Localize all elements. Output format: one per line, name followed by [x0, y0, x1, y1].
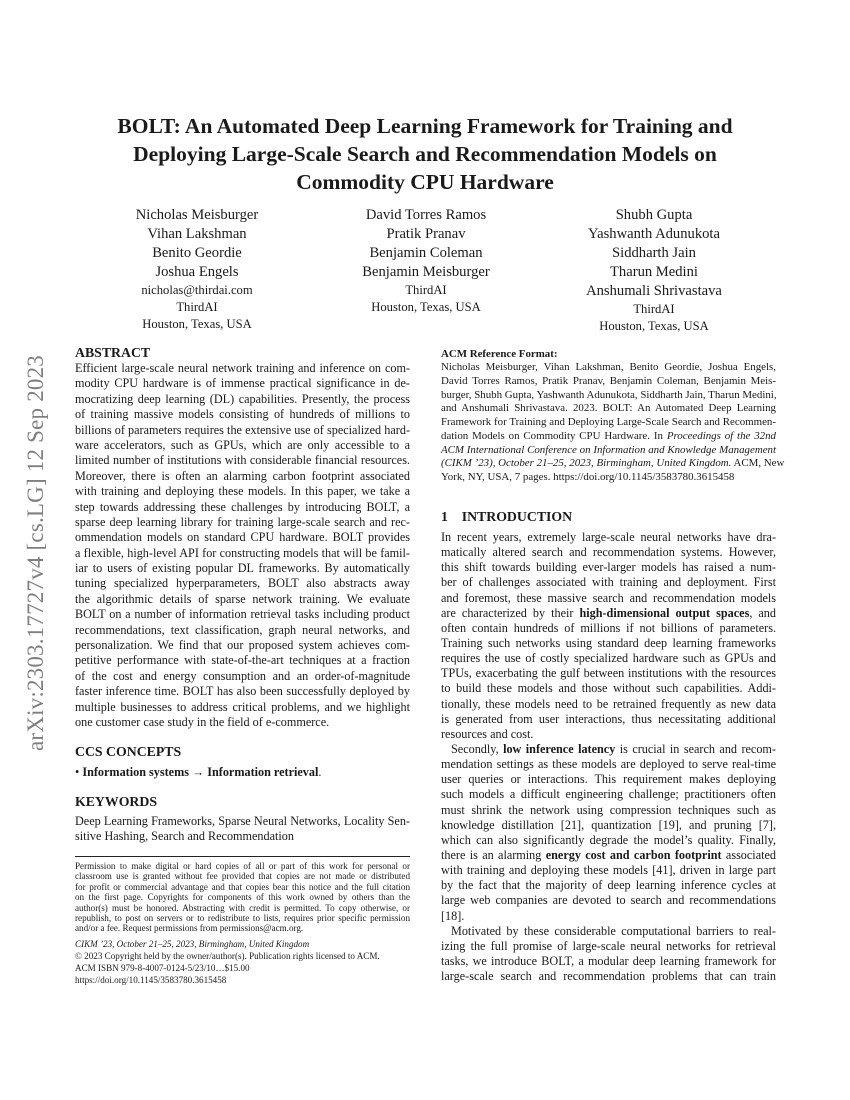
text-line: classroom use is granted without fee provided that copies are not made or distributed: [75, 871, 410, 882]
text-line: multiple businesses to address critical problems, and we highlight: [75, 699, 410, 714]
text-line: of training massive models consisting of hundreds of millions to: [75, 407, 410, 422]
text-line: and foremost, these massive search and recommendation models: [441, 590, 776, 605]
paper-title: [40, 112, 810, 196]
text-span: are characterized by their: [441, 605, 580, 620]
text-line: https://doi.org/10.1145/3583780.3615458: [75, 975, 227, 985]
text-line: Permission to make digital or hard copies of all or part of this work for personal or: [75, 861, 410, 871]
text-line: ommendation models on standard CPU hardware. BOLT provides: [75, 530, 410, 545]
text-line: Moreover, there is often an alarming carbon footprint associated: [75, 468, 410, 483]
text-line: sitive Hashing, Search and Recommendation: [75, 829, 294, 844]
abstract-text: [75, 361, 410, 730]
introduction-heading: 1 INTRODUCTION: [441, 509, 573, 524]
text-span: .: [318, 765, 322, 779]
text-line: large-scale search and recommendation problems that can train: [441, 969, 776, 984]
text-line: [441, 430, 776, 444]
introduction-paragraph: [441, 530, 776, 742]
text-line: mocratizing deep learning (DL) capabilities. Presently, the process: [75, 391, 410, 406]
text-line: Training such networks using standard deep learning frameworks: [441, 635, 776, 650]
text-line: ware accelerators, such as GPUs, which are only accessible to a: [75, 437, 410, 452]
ccs-section: [75, 744, 410, 780]
abstract-section: [75, 345, 410, 730]
author-affiliation: Houston, Texas, USA: [599, 319, 709, 333]
text-line: knowledge distillation [21], quantization [19], and pruning [7],: [441, 817, 776, 832]
venue-text: [75, 938, 410, 986]
text-line: [18].: [441, 908, 465, 923]
text-line: large web companies are devoted to search and recommendations: [441, 893, 776, 908]
text-line: ACM ISBN 979-8-4007-0124-5/23/10…$15.00: [75, 963, 250, 973]
author-name: Vihan Lakshman: [147, 226, 247, 242]
text-line: David Torres Ramos, Pratik Pranav, Benjamin Coleman, Benjamin Meis-: [441, 374, 776, 387]
text-span: •: [75, 765, 83, 779]
text-line: tionally, these models need to be retrained frequently as new data: [441, 696, 776, 711]
text-line: on the first page. Copyrights for components of this work owned by others than the: [75, 892, 410, 903]
ccs-heading: CCS CONCEPTS: [75, 744, 182, 759]
introduction-body: [441, 530, 776, 984]
author-name: Pratik Pranav: [386, 226, 466, 242]
text-line: billions of parameters requires the extensive use of specialized hard-: [75, 422, 410, 437]
keywords-text: [75, 814, 410, 845]
text-line: tuning specialized hyperparameters, BOLT also abstracts away: [75, 576, 410, 591]
italic-text: ACM International Conference on Information and Knowledge Management: [441, 443, 776, 456]
text-line: Nicholas Meisburger, Vihan Lakshman, Benito Geordie, Joshua Engels,: [441, 361, 776, 373]
text-line: BOLT on a number of information retrieval tasks including product: [75, 607, 410, 622]
italic-text: CIKM ’23, October 21–25, 2023, Birmingham, United Kingdom: [75, 939, 310, 949]
text-line: by the fact that the majority of deep learning inference cycles at: [441, 878, 776, 893]
title-line: Commodity CPU Hardware: [296, 170, 554, 194]
text-span: associated: [721, 847, 776, 862]
text-line: [441, 848, 776, 863]
text-line: must shrink the network using compression techniques such as: [441, 802, 776, 817]
text-line: and/or a fee. Request permissions from permissions@acm.org.: [75, 923, 304, 934]
text-line: of the cost and energy consumption and an order-of-magnitude: [75, 668, 410, 683]
text-line: step towards addressing these challenges by introducing BOLT, a: [75, 499, 410, 514]
author-block-2: [311, 206, 541, 316]
author-block-3: [539, 206, 769, 335]
title-line: Deploying Large-Scale Search and Recommendation Models on: [133, 142, 717, 166]
text-line: TPUs, exacerbating the gulf between institutions with the resources: [441, 666, 776, 681]
text-line: often contain hundreds of millions if not billions of parameters.: [441, 620, 776, 635]
reference-format-section: [441, 347, 785, 485]
text-line: resources and cost.: [441, 726, 534, 741]
title-line: BOLT: An Automated Deep Learning Framework for Training and: [117, 114, 733, 138]
text-line: [441, 444, 776, 458]
reference-format-heading: ACM Reference Format:: [441, 348, 558, 360]
text-line: the algorithmic details of sparse network training. We evaluate: [75, 591, 410, 606]
text-line: user queries or interactions. This requirement makes deploying: [441, 772, 776, 787]
text-line: limited number of institutions with considerable financial resources.: [75, 453, 410, 468]
reference-format-text: [441, 361, 785, 485]
author-name: Yashwanth Adunukota: [588, 226, 720, 242]
author-name: Joshua Engels: [155, 264, 239, 280]
text-line: Deep Learning Frameworks, Sparse Neural Networks, Locality Sen-: [75, 814, 410, 828]
text-line: such models a difficult engineering challenge; practitioners often: [441, 787, 776, 802]
text-line: mendation settings as these models are deployed to serve real-time: [441, 757, 776, 772]
text-line: York, NY, USA, 7 pages. https://doi.org/10.1145/3583780.3615458: [441, 471, 735, 483]
text-line: © 2023 Copyright held by the owner/author(s). Publication rights licensed to ACM.: [75, 951, 380, 961]
bold-text: Information systems → Information retrieval: [82, 765, 319, 779]
author-name: David Torres Ramos: [365, 207, 487, 223]
author-name: Benjamin Meisburger: [362, 264, 490, 280]
text-line: Motivated by these considerable computational barriers to real-: [451, 923, 776, 938]
venue-footnote: [75, 938, 410, 986]
text-line: with training and deploying these models. In this paper, we take a: [75, 484, 410, 499]
text-line: modity CPU hardware is of immense practical significance in de-: [75, 376, 410, 391]
text-line: matically altered search and recommendation systems. However,: [441, 545, 776, 560]
arxiv-stamp: arXiv:2303.17727v4 [cs.LG] 12 Sep 2023: [23, 355, 48, 751]
author-name: Shubh Gupta: [615, 207, 693, 223]
text-line: and Anshumali Shrivastava. 2023. BOLT: An Automated Deep Learning: [441, 402, 776, 415]
text-line: to build these models and those without such capabilities. Addi-: [441, 681, 776, 696]
footnote-rule: [75, 856, 410, 857]
text-line: this shift towards building ever-larger models has raised a num-: [441, 560, 776, 575]
author-affiliation: ThirdAI: [405, 283, 447, 297]
bold-text: high-dimensional output spaces: [579, 605, 750, 620]
introduction-paragraph: [441, 924, 776, 985]
text-line: Efficient large-scale neural network training and inference on com-: [75, 361, 410, 375]
text-line: [75, 938, 410, 950]
text-line: izing the full promise of large-scale neural networks for retrieval: [441, 938, 776, 953]
keywords-section: [75, 794, 410, 845]
text-line: author(s) must be honored. Abstracting with credit is permitted. To copy otherwise, or: [75, 902, 410, 913]
author-affiliation: ThirdAI: [176, 300, 218, 314]
text-line: republish, to post on servers or to redistribute to lists, requires prior specific permission: [75, 912, 410, 923]
text-span: is crucial in search and recom-: [615, 741, 776, 756]
text-line: one customer case study in the field of e-commerce.: [75, 714, 330, 729]
author-email: nicholas@thirdai.com: [141, 283, 253, 297]
text-line: iar to users of existing popular DL frameworks. By automatically: [75, 561, 410, 576]
text-line: [441, 457, 785, 471]
text-line: ber of challenges associated with training and deployment. First: [441, 575, 776, 590]
text-line: faster inference time. BOLT has also been successfully deployed by: [75, 684, 410, 699]
text-line: In recent years, extremely large-scale neural networks have dra-: [441, 530, 776, 544]
text-line: petitive performance with state-of-the-art techniques at a fraction: [75, 653, 410, 668]
author-name: Anshumali Shrivastava: [586, 283, 722, 299]
author-name: Nicholas Meisburger: [135, 207, 259, 223]
italic-text: (CIKM ’23), October 21–25, 2023, Birmingham, United Kingdom.: [441, 457, 732, 470]
author-name: Benjamin Coleman: [369, 245, 483, 261]
permission-footnote: [75, 861, 410, 934]
text-line: tasks, we introduce BOLT, a modular deep learning framework for: [441, 953, 776, 968]
permission-text: [75, 861, 410, 934]
bold-text: energy cost and carbon footprint: [545, 847, 722, 862]
text-span: Secondly,: [451, 741, 504, 756]
author-name: Tharun Medini: [610, 264, 698, 280]
abstract-heading: ABSTRACT: [75, 345, 151, 360]
text-line: [75, 765, 410, 780]
text-line: requires the use of costly specialized hardware such as GPUs and: [441, 651, 776, 666]
author-affiliation: Houston, Texas, USA: [142, 317, 252, 331]
italic-text: Proceedings of the 32nd: [666, 429, 777, 442]
text-line: with training and deploying these models [41], driven in large part: [441, 863, 776, 878]
keywords-heading: KEYWORDS: [75, 794, 158, 809]
text-span: , and: [749, 605, 776, 620]
text-line: Framework for Training and Deploying Large-Scale Search and Recommen-: [441, 416, 776, 428]
author-name: Benito Geordie: [152, 245, 242, 261]
text-line: recommendations, text classification, graph neural networks, and: [75, 622, 410, 637]
author-block-1: [82, 206, 312, 333]
author-name: Siddharth Jain: [612, 245, 696, 261]
text-span: dation Models on Commodity CPU Hardware. In: [441, 429, 667, 442]
text-line: a flexible, high-level API for constructing models that will be famil-: [75, 545, 410, 560]
author-affiliation: ThirdAI: [633, 302, 675, 316]
text-line: [441, 742, 776, 757]
ccs-text: [75, 765, 410, 780]
text-line: which can also significantly degrade the model’s quality. Finally,: [441, 832, 776, 847]
text-line: [441, 606, 776, 621]
text-line: burger, Shubh Gupta, Yashwanth Adunukota, Siddharth Jain, Tharun Medini,: [441, 388, 777, 401]
text-span: ACM, New: [731, 457, 785, 470]
text-line: is generated from user interactions, thus necessitating additional: [441, 711, 776, 726]
introduction-section: [441, 509, 776, 984]
bold-text: low inference latency: [503, 741, 616, 756]
text-line: sparse deep learning library for training large-scale search and rec-: [75, 514, 410, 529]
text-line: personalization. We find that our proposed system achieves com-: [75, 638, 410, 653]
text-line: for profit or commercial advantage and that copies bear this notice and the full citation: [75, 881, 410, 892]
introduction-paragraph: [441, 742, 776, 924]
text-span: there is an alarming: [441, 847, 546, 862]
author-affiliation: Houston, Texas, USA: [371, 300, 481, 314]
